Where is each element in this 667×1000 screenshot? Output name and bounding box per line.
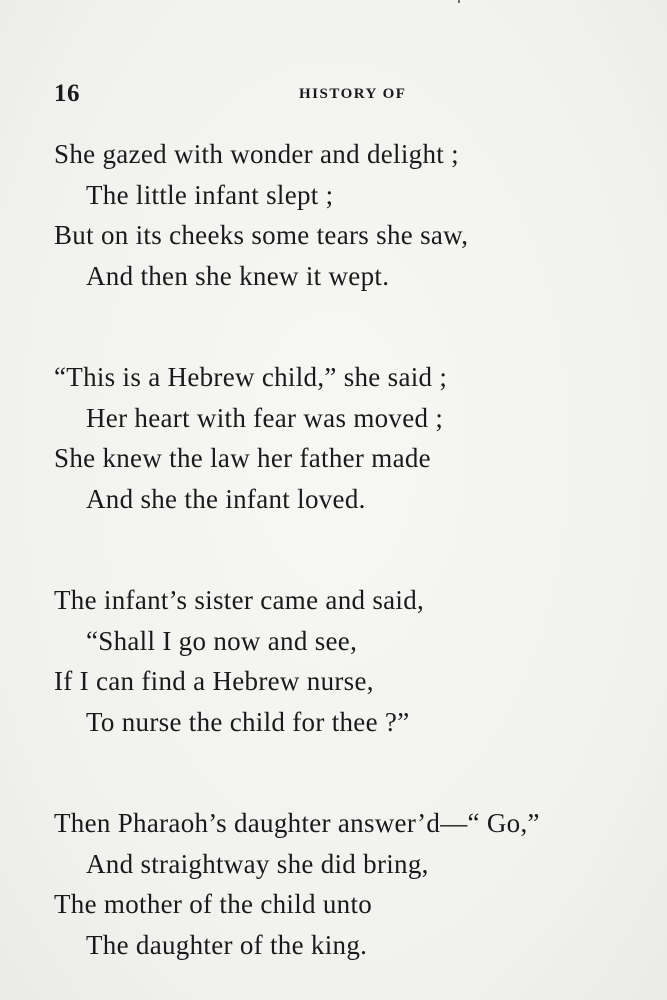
poem-line: “Shall I go now and see, bbox=[86, 625, 358, 656]
poem-line: The mother of the child unto bbox=[54, 889, 373, 919]
stanza-2 bbox=[54, 357, 664, 519]
stanza-1 bbox=[54, 134, 664, 296]
poem-line: To nurse the child for thee ?” bbox=[86, 706, 410, 737]
poem-line: The daughter of the king. bbox=[86, 929, 368, 960]
page-header bbox=[54, 78, 614, 110]
poem-line: Then Pharaoh’s daughter answer’d—“ Go,” bbox=[54, 808, 540, 838]
poem-line: But on its cheeks some tears she saw, bbox=[54, 220, 469, 250]
running-head: HISTORY OF bbox=[299, 86, 407, 102]
stanza-3 bbox=[54, 580, 664, 742]
poem-line: The little infant slept ; bbox=[86, 179, 334, 210]
poem-line: Her heart with fear was moved ; bbox=[86, 402, 444, 433]
poem-line: And she the infant loved. bbox=[86, 483, 366, 514]
poem-line: If I can find a Hebrew nurse, bbox=[54, 666, 374, 696]
poem bbox=[54, 134, 664, 965]
stanza-4 bbox=[54, 803, 664, 965]
poem-line: “This is a Hebrew child,” she said ; bbox=[54, 362, 448, 392]
poem-line: And straightway she did bring, bbox=[86, 848, 429, 879]
poem-line: The infant’s sister came and said, bbox=[54, 585, 425, 615]
poem-line: She gazed with wonder and delight ; bbox=[54, 139, 459, 169]
page-number: 16 bbox=[54, 80, 80, 107]
poem-line: She knew the law her father made bbox=[54, 443, 431, 473]
poem-line: And then she knew it wept. bbox=[86, 260, 390, 291]
ink-speck bbox=[458, 0, 460, 3]
